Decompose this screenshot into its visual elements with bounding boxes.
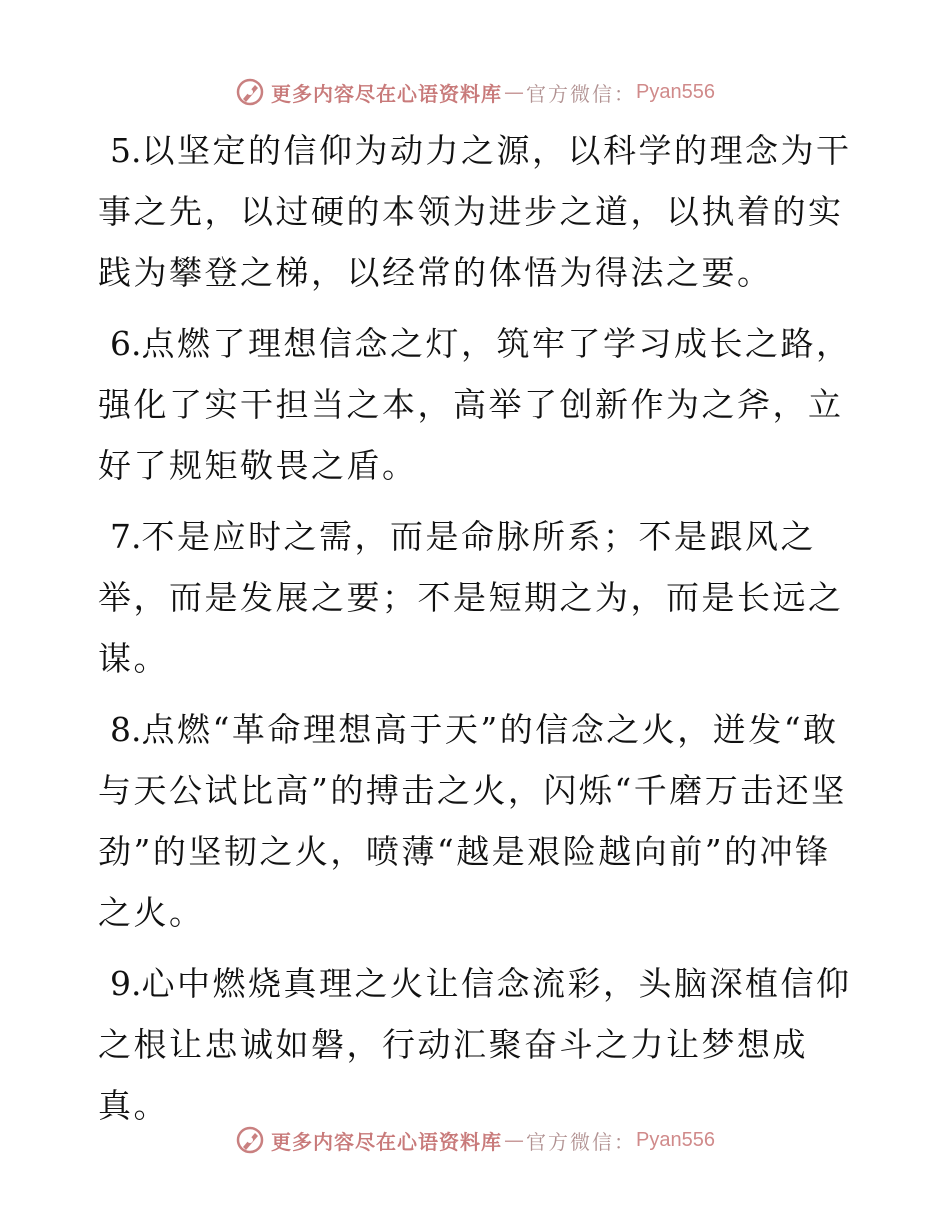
paragraph-number: 6. — [110, 324, 142, 363]
paragraph-number: 9. — [110, 964, 142, 1003]
paragraph-number: 8. — [110, 710, 142, 749]
watermark-wechat-id: Pyan556 — [636, 80, 715, 103]
paragraph-9 — [98, 953, 858, 1136]
paragraph-6 — [98, 313, 858, 496]
paragraph-text: 以坚定的信仰为动力之源，以科学的理念为干事之先，以过硬的本领为进步之道，以执着的实践为攀登之梯，以经常的体悟为得法之要。 — [98, 131, 852, 292]
paragraph-number: 5. — [110, 131, 142, 170]
paragraph-5 — [98, 120, 858, 303]
document-body — [98, 120, 858, 1146]
pen-logo-icon — [235, 77, 265, 107]
paragraph-8 — [98, 699, 858, 943]
paragraph-number: 7. — [110, 517, 142, 556]
watermark-official: 官方微信： — [526, 81, 637, 106]
watermark-brand: 更多内容尽在心语资料库 — [271, 81, 503, 106]
paragraph-text: 点燃“革命理想高于天”的信念之火，迸发“敢与天公试比高”的搏击之火，闪烁“千磨万击还坚劲”的坚韧之火，喷薄“越是艰险越向前”的冲锋之火。 — [98, 710, 847, 932]
paragraph-text: 点燃了理想信念之灯，筑牢了学习成长之路，强化了实干担当之本，高举了创新作为之斧，立好了规矩敬畏之盾。 — [98, 324, 852, 485]
watermark-brand: 更多内容尽在心语资料库 — [271, 1129, 503, 1154]
watermark-dash: — — [504, 1128, 525, 1152]
paragraph-text: 心中燃烧真理之火让信念流彩，头脑深植信仰之根让忠诚如磐，行动汇聚奋斗之力让梦想成真。 — [98, 964, 852, 1125]
watermark-official: 官方微信： — [526, 1129, 637, 1154]
watermark-header — [0, 72, 950, 112]
paragraph-text: 不是应时之需，而是命脉所系；不是跟风之举，而是发展之要；不是短期之为，而是长远之谋。 — [98, 517, 844, 678]
watermark-dash: — — [504, 80, 525, 104]
watermark-footer — [0, 1120, 950, 1160]
watermark-wechat-id: Pyan556 — [636, 1128, 715, 1151]
paragraph-7 — [98, 506, 858, 689]
pen-logo-icon — [235, 1125, 265, 1155]
